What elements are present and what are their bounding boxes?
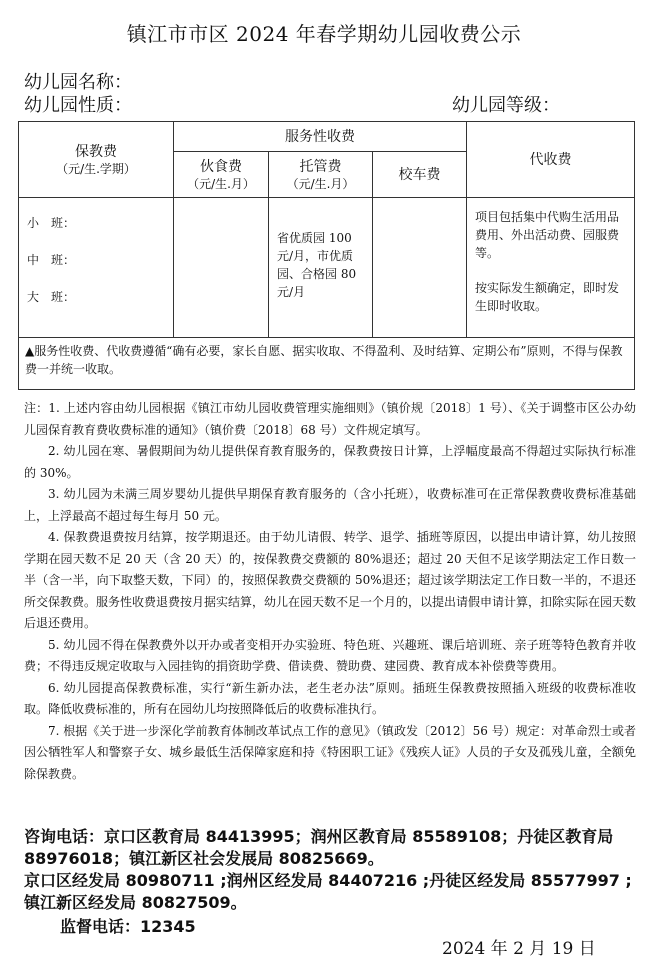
agent-fee-rule: 按实际发生额确定，即时发生即时收取。 bbox=[475, 281, 620, 313]
notes-section bbox=[24, 398, 636, 785]
page-title: 镇江市市区 2024 年春学期幼儿园收费公示 bbox=[126, 22, 522, 46]
contact-section bbox=[24, 826, 640, 914]
meal-fee-value bbox=[174, 198, 269, 338]
kindergarten-grade-label: 幼儿园等级： bbox=[452, 95, 560, 116]
service-fee-header: 服务性收费 bbox=[174, 122, 467, 152]
fee-table bbox=[18, 121, 635, 390]
kindergarten-name-label: 幼儿园名称： bbox=[24, 72, 132, 93]
note-4: 4. 保教费退费按月结算，按学期退还。由于幼儿请假、转学、退学、插班等原因，以提出申请计算，幼儿按照学期在园天数不足 20 天（含 20 天）的，按保教费交费额的 80%退还；超过 20 天但不足该学期法定工作日数一半（含一半，向下取整天数，下同）的，按照保教费交费额的 50%退还；超过该学期法定工作日数一半的，不退还所交保教费。服务性收费退费按月据实结算，幼儿在园天数不足一个月的，以提出请假申请计算，扣除实际在园天数后退还费用。 bbox=[24, 530, 637, 630]
note-1: 注：1. 上述内容由幼儿园根据《镇江市幼儿园收费管理实施细则》（镇价规〔2018〕1 号）、《关于调整市区公办幼儿园保育教育费收费标准的通知》（镇价费〔2018〕68 号）文件规定填写。 bbox=[24, 401, 636, 437]
tuition-header-label: 保教费 bbox=[75, 143, 117, 160]
economic-bureau-phones: 京口区经发局 80980711 ;润州区经发局 84407216 ;丹徒区经发局 85577997 ;镇江新区经发局 80827509。 bbox=[24, 871, 632, 912]
education-bureau-phones: 咨询电话：京口区教育局 84413995；润州区教育局 85589108；丹徒区教育局 88976018；镇江新区社会发展局 80825669。 bbox=[24, 827, 614, 868]
meal-fee-unit: （元/生.月） bbox=[187, 176, 255, 191]
publish-date: 2024 年 2 月 19 日 bbox=[442, 939, 596, 959]
agent-fee-header: 代收费 bbox=[467, 122, 635, 198]
class-middle: 中 班： bbox=[27, 253, 76, 267]
agent-fee-value bbox=[467, 198, 635, 338]
class-list-cell bbox=[19, 198, 174, 338]
meal-fee-label: 伙食费 bbox=[200, 158, 242, 175]
care-fee-label: 托管费 bbox=[299, 158, 342, 175]
tuition-header bbox=[19, 122, 174, 198]
tuition-header-unit: （元/生.学期） bbox=[56, 161, 136, 176]
note-5: 5. 幼儿园不得在保教费外以开办或者变相开办实验班、特色班、兴趣班、课后培训班、亲子班等特色教育并收费；不得违反规定收取与入园挂钩的捐资助学费、借读费、赞助费、建园费、教育成本补偿费等费用。 bbox=[24, 637, 636, 673]
class-large: 大 班： bbox=[27, 290, 76, 304]
bus-fee-value bbox=[373, 198, 467, 338]
note-2: 2. 幼儿园在寒、暑假期间为幼儿提供保育教育服务的，保教费按日计算，上浮幅度最高不得超过实际执行标准的 30%。 bbox=[24, 444, 636, 480]
bus-fee-header: 校车费 bbox=[373, 152, 467, 198]
care-fee-unit: （元/生.月） bbox=[286, 176, 355, 191]
table-footnote: ▲服务性收费、代收费遵循“确有必要，家长自愿、据实收取、不得盈利、及时结算、定期公布”原则，不得与保教费一并统一收取。 bbox=[19, 338, 635, 390]
care-fee-value: 省优质园 100 元/月，市优质园、合格园 80 元/月 bbox=[269, 198, 373, 338]
agent-fee-items: 项目包括集中代购生活用品费用、外出活动费、园服费等。 bbox=[475, 210, 620, 260]
note-7: 7. 根据《关于进一步深化学前教育体制改革试点工作的意见》（镇政发〔2012〕56 号）规定：对革命烈士或者因公牺牲军人和警察子女、城乡最低生活保障家庭和持《特困职工证》《残疾人证》人员的子女及孤残儿童，全额免除保教费。 bbox=[24, 723, 636, 781]
note-6: 6. 幼儿园提高保教费标准，实行“新生新办法，老生老办法”原则。插班生保教费按照插入班级的收费标准收取。降低收费标准的，所有在园幼儿均按照降低后的收费标准执行。 bbox=[24, 680, 636, 716]
meal-fee-header bbox=[174, 152, 269, 198]
note-3: 3. 幼儿园为未满三周岁婴幼儿提供早期保育教育服务的（含小托班），收费标准可在正常保教费收费标准基础上，上浮最高不超过每生每月 50 元。 bbox=[24, 487, 636, 523]
care-fee-header bbox=[269, 152, 373, 198]
kindergarten-nature-label: 幼儿园性质： bbox=[24, 95, 132, 116]
supervision-phone: 监督电话：12345 bbox=[60, 917, 196, 936]
class-small: 小 班： bbox=[27, 216, 76, 230]
